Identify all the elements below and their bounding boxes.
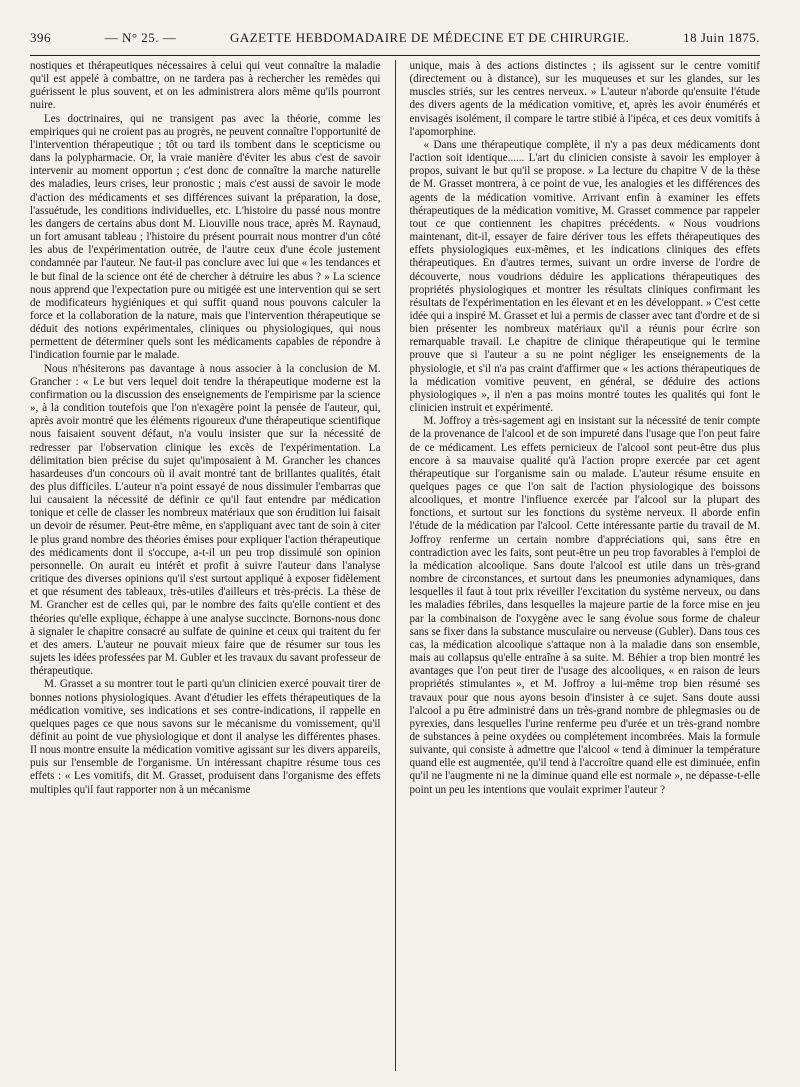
paragraph: unique, mais à des actions distinctes ; ils agissent sur le centre vomitif (directement ou à distance), sur les muqueuses et sur les glandes, sur les muscles striés, sur les centres nerveux. » L'auteur n'aborde qu'ensuite l'étude des divers agents de la médication vomitive, et, après les avoir énumérés et envisagés isolément, il compare le tartre stibié à l'ipéca, et ces deux vomitifs à l'apomorphine. (409, 60, 760, 138)
journal-title: GAZETTE HEBDOMADAIRE DE MÉDECINE ET DE CHIRURGIE. (229, 30, 630, 45)
page-header (30, 30, 760, 50)
paragraph: M. Grasset a su montrer tout le parti qu'un clinicien exercé pouvait tirer de bonnes notions physiologiques. Avant d'étudier les effets thérapeutiques de la médication vomitive, ses indications et ses contre-indications, il rappelle en quelques pages ce que nous savons sur le mécanisme du vomissement, qu'il définit au point de vue physiologique et dont il analyse les différentes phases. Il nous montre ensuite la médication vomitive agissant sur les divers appareils, puis sur l'ensemble de l'organisme. Un intéressant chapitre résume tous ces effets : « Les vomitifs, dit M. Grasset, produisent dans l'organisme des effets multiples qu'il faut rapporter non à un mécanisme (30, 678, 381, 796)
paragraph: nostiques et thérapeutiques nécessaires à celui qui veut connaître la maladie qu'il est appelé à combattre, on ne tardera pas à rechercher les remèdes qui guérissent le plus souvent, et on les administrera alors même qu'ils pourront nuire. (30, 60, 381, 112)
header-rule (30, 55, 760, 56)
paragraph: « Dans une thérapeutique complète, il n'y a pas deux médicaments dont l'action soit identique...... L'art du clinicien consiste à savoir les employer à propos, suivant le but qu'il se propose. » La lecture du chapitre V de la thèse de M. Grasset montrera, à ce point de vue, les analogies et les différences des agents de la médication vomitive. Arrivant enfin à examiner les effets thérapeutiques de la médication vomitive, M. Grasset commence par rappeler tout ce que contiennent les chapitres précédents. « Nous voudrions maintenant, dit-il, essayer de faire dériver tous les effets thérapeutiques des effets physiologiques eux-mêmes, et les indications cliniques des effets thérapeutiques. En d'autres termes, suivant un ordre inverse de l'ordre de découverte, nous voudrions déduire les applications thérapeutiques des propriétés physiologiques et montrer les résultats cliniques confirmant les résultats de l'expérimentation en les élevant et en les développant. » C'est cette idée qui a inspiré M. Grasset et lui a permis de classer avec tant d'ordre et de si bien présenter les nombreux matériaux qu'il a réunis pour écrire son remarquable travail. Le chapitre de clinique thérapeutique qui le termine prouve que si l'auteur a su ne point négliger les enseignements de la physiologie, et s'il n'a pas craint d'affirmer que « les actions thérapeutiques de la médication vomitive peuvent, en général, se déduire des actions physiologiques », il n'en a pas moins montré toutes les qualités qui font le clinicien instruit et expérimenté. (409, 138, 760, 415)
paragraph: Les doctrinaires, qui ne transigent pas avec la théorie, comme les empiriques qui ne croient pas au progrès, ne peuvent connaître l'opportunité de l'intervention thérapeutique ; tôt ou tard ils tombent dans le scepticisme ou dans la polypharmacie. Or, la vraie manière d'éviter les abus c'est de savoir intervenir au moment opportun ; c'est donc de connaître la marche naturelle des maladies, leurs crises, leur pronostic ; mais c'est aussi de savoir le mode d'action des médicaments et ses différences suivant la préparation, la dose, l'assuétude, les conditions individuelles, etc. L'histoire du passé nous montre les dangers de certains abus dont M. Liouville nous trace, après M. Raynaud, un fort amusant tableau ; l'histoire du présent pourrait nous montrer d'un côté les abus de l'expérimentation outrée, de l'autre ceux d'une école justement condamnée par l'auteur. Ne faut-il pas conclure avec lui que « les tendances et le but final de la science ont été de chercher à détruire les abus ? » La science nous apprend que l'expectation pure ou mitigée est une intervention qui se sert de modificateurs hygiéniques et qui suffit quand nous pouvons calculer la force et la collaboration de la nature, mais que l'intervention thérapeutique se déduit des notions expérimentales, cliniques ou physiologiques, qui nous permettent de déterminer quels sont les médicaments capables de répondre à l'indication fournie par le malade. (30, 112, 381, 362)
column-divider (395, 60, 396, 1071)
left-column (30, 60, 381, 1071)
right-column (410, 60, 761, 1071)
paragraph: M. Joffroy a très-sagement agi en insistant sur la nécessité de tenir compte de la provenance de l'alcool et de son impureté dans l'usage que l'on peut faire de ce médicament. Les effets pernicieux de l'alcool sont peut-être dus plus encore à sa mauvaise qualité qu'à l'action propre exercée par cet agent thérapeutique sur l'organisme sain ou malade. L'auteur résume ensuite en quelques pages ce que l'on sait de l'action physiologique des boissons alcooliques, et montre l'influence exercée par l'alcool sur la plupart des fonctions, et surtout sur les fonctions du système nerveux. Il aborde enfin l'étude de la médication par l'alcool. Cette intéressante partie du travail de M. Joffroy renferme un certain nombre d'appréciations qui, sans être en contradiction avec les faits, sont peut-être un peu trop favorables à l'emploi de la médication alcoolique. Sans doute l'alcool est utile dans un très-grand nombre de circonstances, et surtout dans les pneumonies adynamiques, dans lesquelles il faut à tout prix réveiller l'excitation du système nerveux, ou dans les maladies fébriles, dans lesquelles la majeure partie de la force mise en jeu par la combinaison de l'oxygène avec le sang évolue sous forme de chaleur sans se fixer dans la substance musculaire ou nerveuse (Gubler). Dans tous ces cas, la médication alcoolique s'attaque non à la maladie dans son ensemble, mais au collapsus qu'elle entraîne à sa suite. M. Béhier a trop bien montré les avantages que l'on peut tirer de l'usage des alcooliques, « en raison de leurs propriétés stimulantes », et M. Joffroy a lui-même trop bien résumé ses travaux pour que nous ayons besoin d'insister à ce sujet. Sans doute aussi l'alcool a pu être administré dans un très-grand nombre de phlegmasies ou de pyrexies, dans lesquelles l'urine renferme peu d'urée et un très-grand nombre de substances à peine oxydées ou complétement incombrées. Mais la formule suivante, qui consiste à admettre que l'alcool « tend à diminuer la température quand elle est augmentée, qu'il tend à l'accroître quand elle est diminuée, enfin qu'il ne l'augmente ni ne la diminue quand elle est normale », ne dépasse-t-elle point un peu les intentions que voulait exprimer l'auteur ? (409, 415, 760, 796)
page-number: 396 (30, 30, 51, 45)
paragraph: Nous n'hésiterons pas davantage à nous associer à la conclusion de M. Grancher : « Le but vers lequel doit tendre la thérapeutique moderne est la confirmation ou la discussion des enseignements de l'empirisme par la science », à la condition toutefois que l'on n'exagère point la pensée de l'auteur, qui, après avoir montré que les éléments rigoureux d'une thérapeutique scientifique nous faisaient souvent défaut, n'a voulu insister que sur la nécessité de redresser par l'observation clinique les excès de l'expérimentation. La délimitation bien précise du sujet qu'imposaient à M. Grancher les chances hasardeuses d'un concours où il avait montré tant de brillantes qualités, était des plus difficiles. L'auteur n'a point essayé de nous dissimuler l'embarras que lui causaient la nécessité de définir ce qu'il faut entendre par médication tonique et celle de classer les nombreux matériaux que son érudition lui faisait un devoir de résumer. Peut-être même, en s'appliquant avec tant de soin à citer le plus grand nombre des théories émises pour expliquer l'action thérapeutique des médicaments dont il s'occupe, a-t-il un peu trop dissimulé son opinion personnelle. On aurait eu intérêt et profit à suivre l'auteur dans l'analyse critique des diverses opinions qu'il s'est surtout appliqué à exposer fidèlement et que résument des tableaux, très-utiles d'ailleurs et très-précis. La thèse de M. Grancher est de celles qui, par le nombre des faits qu'elle contient et des théories qu'elle explique, échappe à une analyse succincte. Bornons-nous donc à signaler le chapitre consacré au sulfate de quinine et ceux qui traitent du fer et des amers. L'auteur ne pouvait mieux faire que de résumer sur tous les sujets les idées professées par M. Gubler et les travaux du savant professeur de thérapeutique. (30, 362, 381, 678)
issue-date: 18 Juin 1875. (683, 30, 760, 45)
text-columns (30, 60, 760, 1071)
issue-number: — N° 25. — (104, 30, 177, 45)
